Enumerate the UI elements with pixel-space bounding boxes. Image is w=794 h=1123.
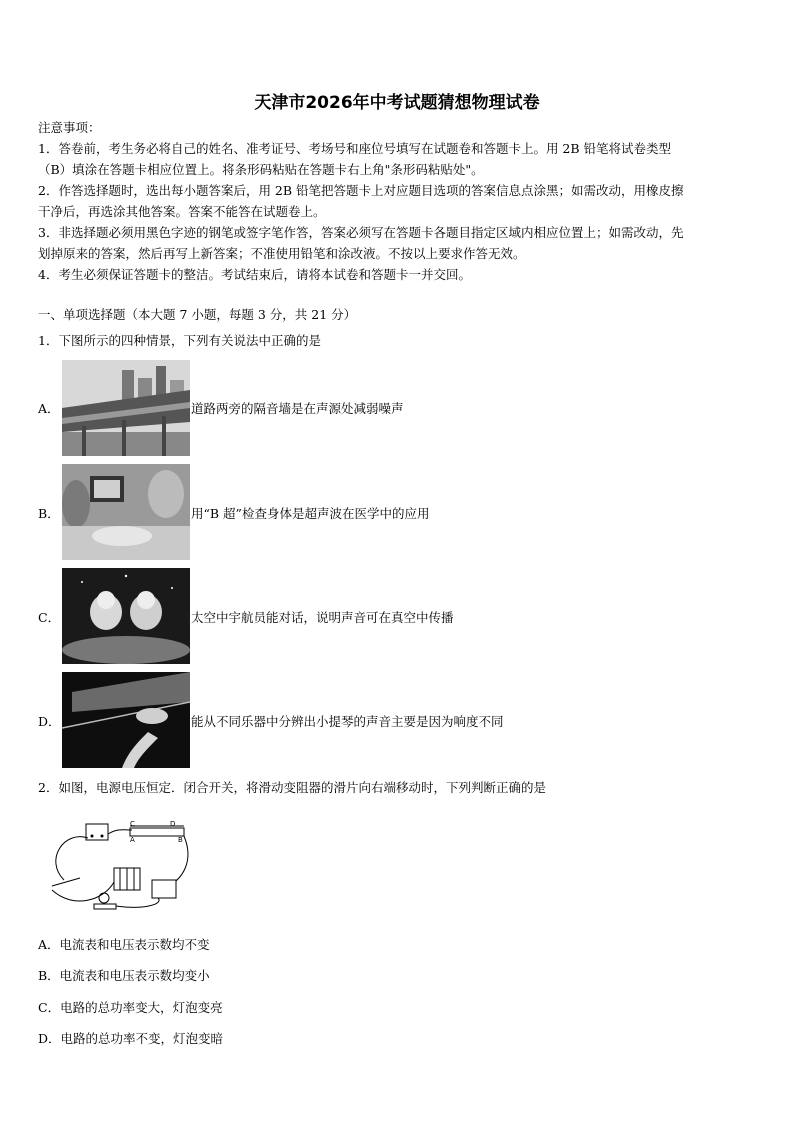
option-letter: B．: [38, 506, 60, 521]
option-text: B．电流表和电压表示数均变小: [38, 968, 210, 983]
option-letter: C．: [38, 610, 61, 625]
circuit-diagram: [44, 820, 194, 912]
section-heading: 一、单项选择题（本大题 7 小题，每题 3 分，共 21 分）: [38, 307, 357, 322]
terminal-label: C: [130, 820, 135, 828]
option-text: 道路两旁的隔音墙是在声源处减弱噪声: [191, 401, 404, 416]
option-text: 能从不同乐器中分辨出小提琴的声音主要是因为响度不同: [191, 714, 504, 729]
option-text: 用“B 超”检查身体是超声波在医学中的应用: [191, 506, 430, 521]
option-letter: D．: [38, 714, 61, 729]
option-letter: A．: [38, 401, 60, 416]
option-text: A．电流表和电压表示数均不变: [38, 937, 210, 952]
option-text: 太空中宇航员能对话，说明声音可在真空中传播: [191, 610, 454, 625]
notice-line: 2．作答选择题时，选出每小题答案后，用 2B 铅笔把答题卡上对应题目选项的答案信息点涂黑；如需改动，用橡皮擦: [38, 183, 684, 198]
notice-line: 划掉原来的答案，然后再写上新答案；不准使用铅笔和涂改液。不按以上要求作答无效。: [38, 246, 526, 261]
sound-barrier-image: [62, 360, 190, 456]
notice-line: 干净后，再选涂其他答案。答案不能答在试题卷上。: [38, 204, 326, 219]
notice-heading: 注意事项：: [38, 120, 101, 135]
question-stem: 1．下图所示的四种情景，下列有关说法中正确的是: [38, 333, 321, 348]
option-text: C．电路的总功率变大，灯泡变亮: [38, 1000, 223, 1015]
notice-line: 4．考生必须保证答题卡的整洁。考试结束后，请将本试卷和答题卡一并交回。: [38, 267, 471, 282]
b-ultrasound-image: [62, 464, 190, 560]
terminal-label: A: [130, 836, 135, 844]
option-text: D．电路的总功率不变，灯泡变暗: [38, 1031, 224, 1046]
notice-line: 1．答卷前，考生务必将自己的姓名、准考证号、考场号和座位号填写在试题卷和答题卡上。用 2B 铅笔将试卷类型: [38, 141, 672, 156]
violin-image: [62, 672, 190, 768]
page-title: 天津市2026年中考试题猜想物理试卷: [254, 93, 540, 113]
terminal-label: B: [178, 836, 183, 844]
astronauts-image: [62, 568, 190, 664]
terminal-label: D: [170, 820, 176, 828]
notice-line: （B）填涂在答题卡相应位置上。将条形码粘贴在答题卡右上角"条形码粘贴处"。: [38, 162, 484, 177]
question-stem: 2．如图，电源电压恒定．闭合开关，将滑动变阻器的滑片向右端移动时，下列判断正确的是: [38, 780, 546, 795]
notice-line: 3．非选择题必须用黑色字迹的钢笔或签字笔作答，答案必须写在答题卡各题目指定区域内相应位置上；如需改动，先: [38, 225, 684, 240]
